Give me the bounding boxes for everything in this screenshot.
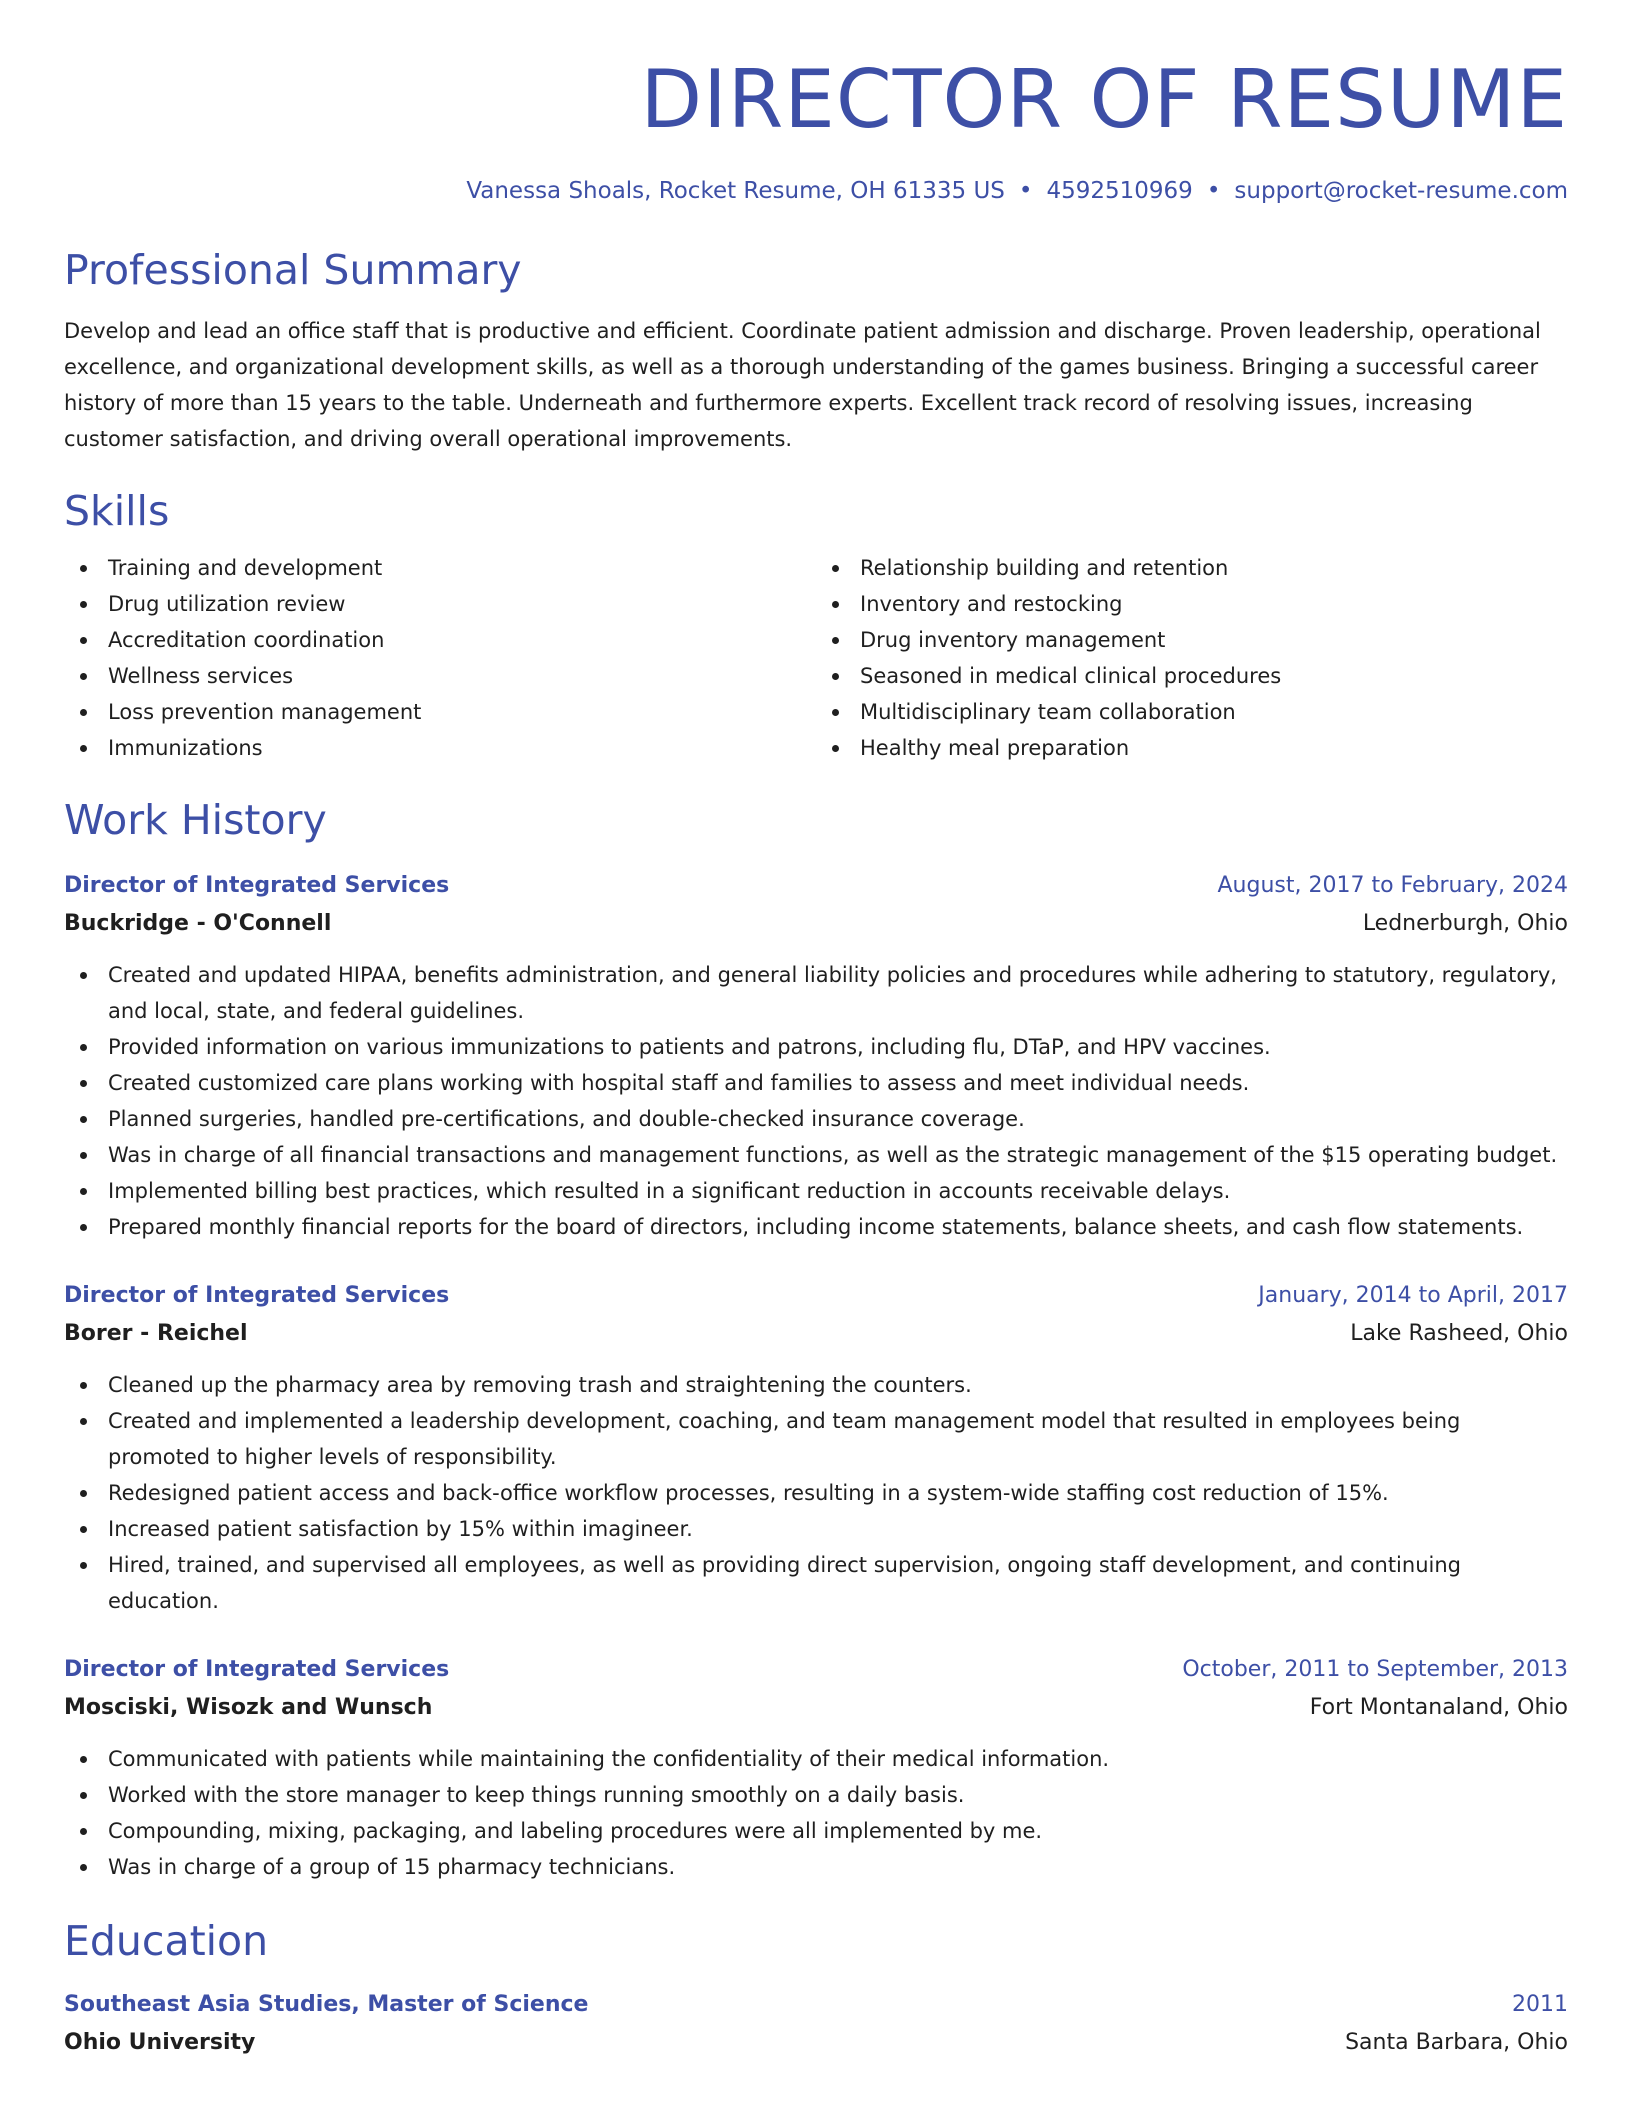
job-bullet: Was in charge of a group of 15 pharmacy technicians. <box>64 1849 1568 1885</box>
education-year: 2011 <box>1512 1992 1568 2018</box>
job-location: Lednerburgh, Ohio <box>1362 911 1568 937</box>
job-entry <box>64 867 1568 1245</box>
job-company-row <box>64 1689 1568 1727</box>
education-degree-row <box>64 1986 1568 2024</box>
skills-list <box>64 550 1568 766</box>
job-company: Mosciski, Wisozk and Wunsch <box>64 1695 433 1721</box>
job-company: Borer - Reichel <box>64 1321 248 1347</box>
contact-separator: • <box>1018 178 1033 204</box>
contact-phone: 4592510969 <box>1046 178 1193 204</box>
job-dates: January, 2014 to April, 2017 <box>1258 1283 1568 1309</box>
job-entry <box>64 1277 1568 1619</box>
job-title: Director of Integrated Services <box>64 873 450 899</box>
job-dates: August, 2017 to February, 2024 <box>1217 873 1568 899</box>
summary-text: Develop and lead an office staff that is productive and efficient. Coordinate patient admission and discharge. Proven leadership, operational excellence, and organizational development skills, as well as a thorough understanding of the games business. Bringing a successful career history of more than 15 years to the table. Underneath and furthermore experts. Excellent track record of resolving issues, increasing customer satisfaction, and driving overall operational improvements. <box>64 318 1541 451</box>
job-bullet: Created and updated HIPAA, benefits administration, and general liability policies and procedures while adhering to statutory, regulatory, and local, state, and federal guidelines. <box>64 957 1568 1029</box>
contact-line <box>64 178 1568 206</box>
job-bullet: Compounding, mixing, packaging, and labeling procedures were all implemented by me. <box>64 1813 1568 1849</box>
skill-item: Immunizations <box>64 730 816 766</box>
work-history-heading: Work History <box>64 795 327 844</box>
skill-item: Drug inventory management <box>816 622 1568 658</box>
job-bullet: Planned surgeries, handled pre-certifications, and double-checked insurance coverage. <box>64 1101 1568 1137</box>
job-bullet: Increased patient satisfaction by 15% within imagineer. <box>64 1511 1568 1547</box>
job-bullet: Created customized care plans working with hospital staff and families to assess and meet individual needs. <box>64 1065 1568 1101</box>
contact-email: support@rocket-resume.com <box>1234 178 1568 204</box>
job-bullet: Prepared monthly financial reports for the board of directors, including income statements, balance sheets, and cash flow statements. <box>64 1209 1568 1245</box>
job-bullet: Worked with the store manager to keep things running smoothly on a daily basis. <box>64 1777 1568 1813</box>
job-company: Buckridge - O'Connell <box>64 911 332 937</box>
skill-item: Accreditation coordination <box>64 622 816 658</box>
skills-column-left <box>64 550 816 766</box>
job-bullet: Hired, trained, and supervised all employees, as well as providing direct supervision, ongoing staff development, and continuing education. <box>64 1547 1568 1619</box>
job-bullet: Cleaned up the pharmacy area by removing trash and straightening the counters. <box>64 1367 1568 1403</box>
education-entry <box>64 1986 1568 2062</box>
education-school-row <box>64 2024 1568 2062</box>
job-company-row <box>64 905 1568 943</box>
education-heading: Education <box>64 1917 269 1966</box>
contact-separator: • <box>1206 178 1221 204</box>
job-header-row <box>64 867 1568 905</box>
skills-column-right <box>816 550 1568 766</box>
skill-item: Drug utilization review <box>64 586 816 622</box>
education-school: Ohio University <box>64 2030 256 2056</box>
job-header-row <box>64 1277 1568 1315</box>
contact-address: Vanessa Shoals, Rocket Resume, OH 61335 US <box>466 178 1005 204</box>
job-bullet: Implemented billing best practices, which resulted in a significant reduction in accounts receivable delays. <box>64 1173 1568 1209</box>
job-header-row <box>64 1651 1568 1689</box>
job-title: Director of Integrated Services <box>64 1283 450 1309</box>
job-bullet: Redesigned patient access and back-office workflow processes, resulting in a system-wide staffing cost reduction of 15%. <box>64 1475 1568 1511</box>
job-bullet: Was in charge of all financial transactions and management functions, as well as the strategic management of the $15 operating budget. <box>64 1137 1568 1173</box>
job-bullets <box>64 1367 1568 1619</box>
education-degree: Southeast Asia Studies, Master of Science <box>64 1992 589 2018</box>
job-bullet: Communicated with patients while maintaining the confidentiality of their medical information. <box>64 1741 1568 1777</box>
resume-name: DIRECTOR OF RESUME <box>640 53 1568 146</box>
skill-item: Inventory and restocking <box>816 586 1568 622</box>
job-bullets <box>64 1741 1568 1885</box>
job-bullet: Created and implemented a leadership development, coaching, and team management model that resulted in employees being promoted to higher levels of responsibility. <box>64 1403 1568 1475</box>
job-dates: October, 2011 to September, 2013 <box>1182 1657 1568 1683</box>
job-title: Director of Integrated Services <box>64 1657 450 1683</box>
job-bullet: Provided information on various immunizations to patients and patrons, including flu, DTaP, and HPV vaccines. <box>64 1029 1568 1065</box>
skill-item: Loss prevention management <box>64 694 816 730</box>
skill-item: Training and development <box>64 550 816 586</box>
job-location: Fort Montanaland, Ohio <box>1309 1695 1568 1721</box>
skill-item: Relationship building and retention <box>816 550 1568 586</box>
skills-heading: Skills <box>64 486 170 535</box>
job-location: Lake Rasheed, Ohio <box>1350 1321 1568 1347</box>
job-bullets <box>64 957 1568 1245</box>
summary-heading: Professional Summary <box>64 245 522 294</box>
education-location: Santa Barbara, Ohio <box>1345 2030 1568 2056</box>
skill-item: Wellness services <box>64 658 816 694</box>
skill-item: Multidisciplinary team collaboration <box>816 694 1568 730</box>
skill-item: Seasoned in medical clinical procedures <box>816 658 1568 694</box>
skill-item: Healthy meal preparation <box>816 730 1568 766</box>
job-company-row <box>64 1315 1568 1353</box>
job-entry <box>64 1651 1568 1885</box>
